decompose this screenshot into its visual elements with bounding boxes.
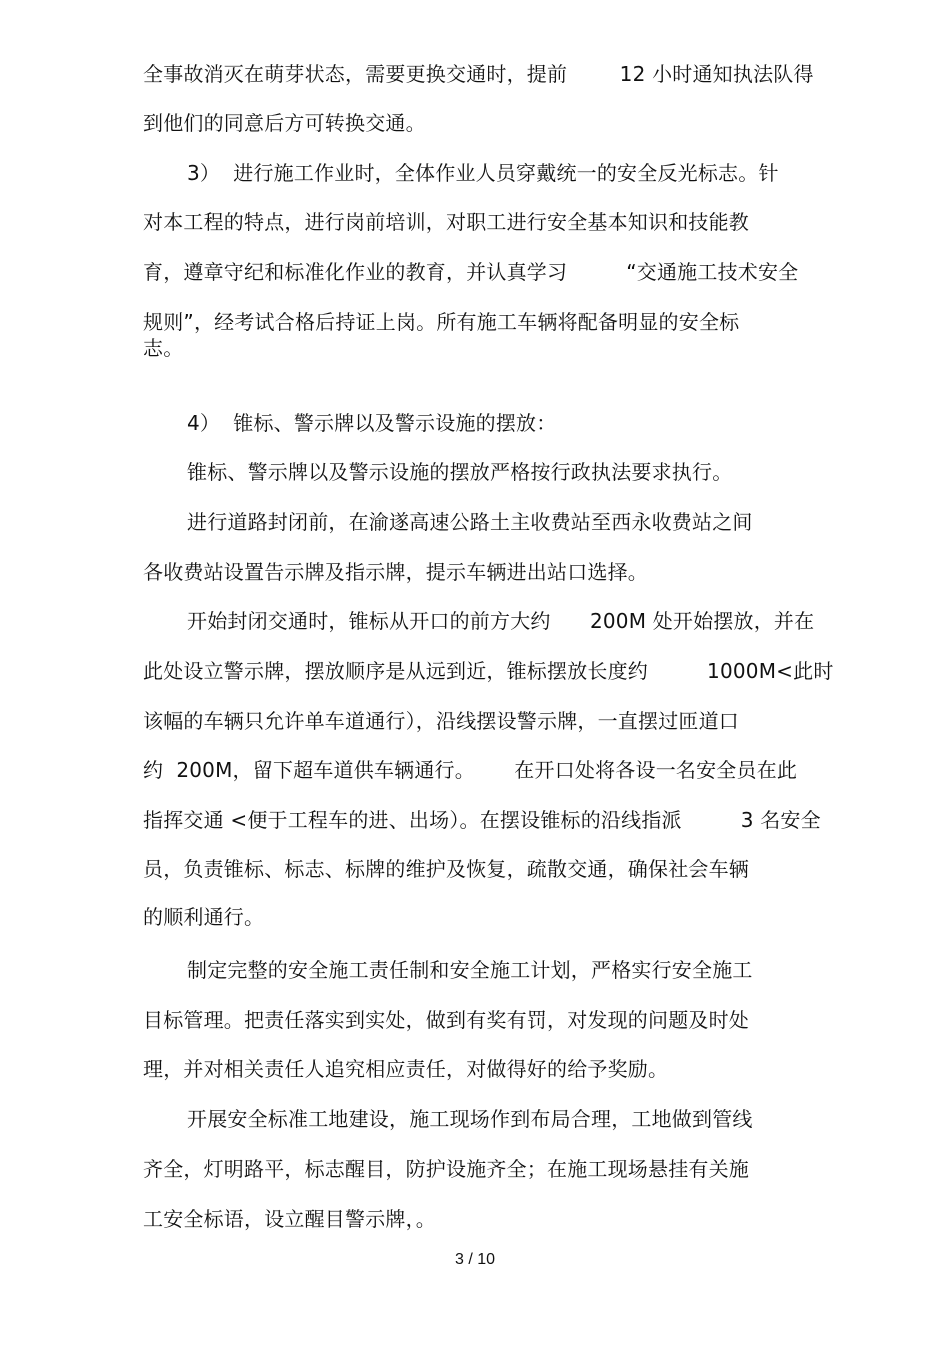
paragraph-line: 开展安全标准工地建设，施工现场作到布局合理，工地做到管线: [187, 1107, 753, 1131]
text-line: 志。: [143, 336, 184, 360]
list-item-4: 4） 锥标、警示牌以及警示设施的摆放：: [187, 411, 557, 435]
text-line: 全事故消灭在萌芽状态，需要更换交通时，提前 12 小时通知执法队得: [143, 62, 814, 86]
paragraph-line: 锥标、警示牌以及警示设施的摆放严格按行政执法要求执行。: [187, 460, 733, 484]
text-line: 齐全，灯明路平，标志醒目，防护设施齐全；在施工现场悬挂有关施: [143, 1157, 749, 1181]
text-line: 工安全标语，设立醒目警示牌，。: [143, 1207, 436, 1231]
text-line: 指挥交通 <便于工程车的进、出场）。在摆设锥标的沿线指派 3 名安全: [143, 808, 821, 832]
text-line: 该幅的车辆只允许单车道通行），沿线摆设警示牌，一直摆过匝道口: [143, 709, 739, 733]
paragraph-line: 开始封闭交通时，锥标从开口的前方大约 200M 处开始摆放，并在: [187, 609, 815, 633]
list-item-3: 3） 进行施工作业时，全体作业人员穿戴统一的安全反光标志。针: [187, 161, 779, 185]
text-line: 理，并对相关责任人追究相应责任，对做得好的给予奖励。: [143, 1057, 669, 1081]
text-line: 此处设立警示牌，摆放顺序是从远到近，锥标摆放长度约 1000M<此时: [143, 659, 834, 683]
text-line: 育，遵章守纪和标准化作业的教育，并认真学习 “交通施工技术安全: [143, 260, 799, 284]
paragraph-line: 进行道路封闭前，在渝遂高速公路土主收费站至西永收费站之间: [187, 510, 753, 534]
text-line: 规则”，经考试合格后持证上岗。所有施工车辆将配备明显的安全标: [143, 310, 740, 334]
paragraph-line: 制定完整的安全施工责任制和安全施工计划，严格实行安全施工: [187, 958, 753, 982]
page-number: 3 / 10: [454, 1251, 496, 1268]
text-line: 目标管理。把责任落实到实处，做到有奖有罚，对发现的问题及时处: [143, 1008, 749, 1032]
text-line: 的顺利通行。: [143, 905, 265, 929]
text-line: 对本工程的特点，进行岗前培训，对职工进行安全基本知识和技能教: [143, 210, 749, 234]
text-line: 到他们的同意后方可转换交通。: [143, 111, 426, 135]
text-line: 各收费站设置告示牌及指示牌，提示车辆进出站口选择。: [143, 560, 648, 584]
text-line: 约 200M，留下超车道供车辆通行。 在开口处将各设一名安全员在此: [143, 758, 798, 782]
text-line: 员，负责锥标、标志、标牌的维护及恢复，疏散交通，确保社会车辆: [143, 857, 749, 881]
